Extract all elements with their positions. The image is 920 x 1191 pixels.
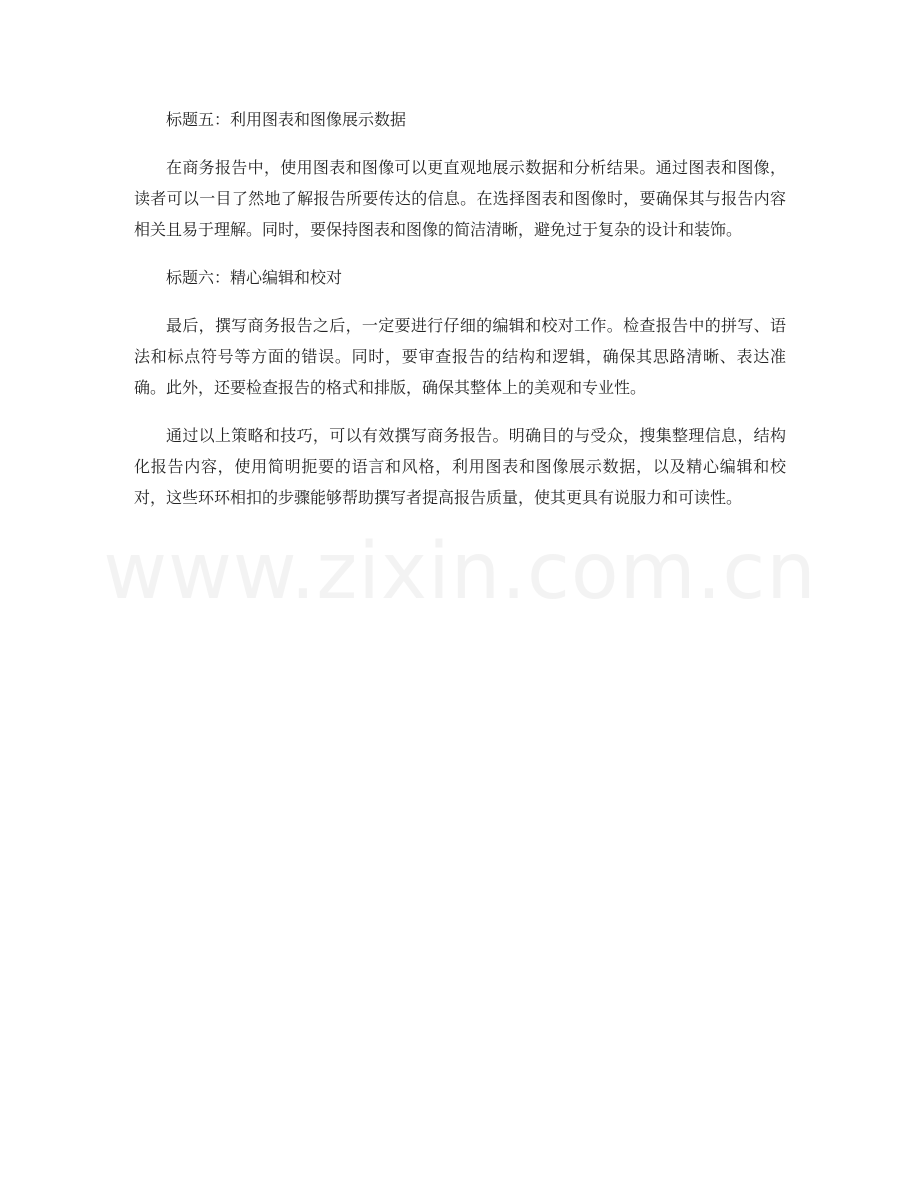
section-heading: 标题六：精心编辑和校对 — [166, 268, 343, 287]
section-heading: 标题五：利用图表和图像展示数据 — [166, 110, 407, 129]
watermark: www.zixin.com.cn — [103, 527, 817, 617]
conclusion-paragraph: 通过以上策略和技巧，可以有效撰写商务报告。明确目的与受众，搜集整理信息，结构化报告内容，使用简明扼要的语言和风格，利用图表和图像展示数据，以及精心编辑和校对，这些环环相扣的步骤能够帮助撰写者提高报告质量，使其更具有说服力和可读性。 — [134, 426, 786, 507]
section-paragraph: 在商务报告中，使用图表和图像可以更直观地展示数据和分析结果。通过图表和图像，读者可以一目了然地了解报告所要传达的信息。在选择图表和图像时，要确保其与报告内容相关且易于理解。同时，要保持图表和图像的简洁清晰，避免过于复杂的设计和装饰。 — [134, 158, 786, 239]
section-paragraph: 最后，撰写商务报告之后，一定要进行仔细的编辑和校对工作。检查报告中的拼写、语法和标点符号等方面的错误。同时，要审查报告的结构和逻辑，确保其思路清晰、表达准确。此外，还要检查报告的格式和排版，确保其整体上的美观和专业性。 — [134, 316, 786, 397]
document-body — [134, 104, 786, 530]
